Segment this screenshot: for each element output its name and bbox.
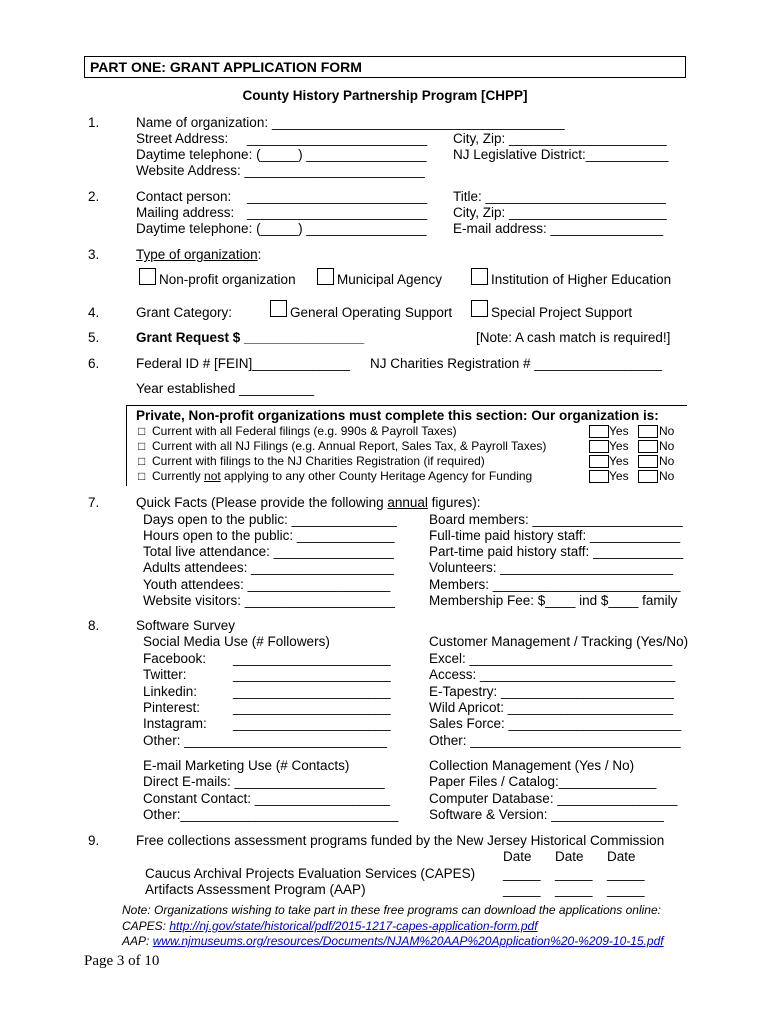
social-other-field[interactable]: Other: ___________________________ — [143, 733, 387, 748]
section-5-number: 5. — [88, 330, 100, 345]
website-address-field[interactable]: Website Address: ________________________ — [136, 163, 425, 178]
no-label: No — [659, 439, 675, 453]
capes-date-1[interactable]: _____ — [503, 866, 541, 881]
other-agency-yes-checkbox[interactable] — [589, 470, 609, 483]
section-4-number: 4. — [88, 305, 100, 320]
download-note: Note: Organizations wishing to take part in these free programs can download the applications online: — [122, 903, 661, 917]
contact-person-field[interactable]: ________________________ — [247, 189, 428, 204]
section-6-number: 6. — [88, 356, 100, 371]
charities-filings-text: Current with filings to the NJ Charities Registration (if required) — [152, 454, 485, 468]
no-label: No — [659, 469, 675, 483]
page-number: Page 3 of 10 — [84, 953, 160, 969]
general-operating-label: General Operating Support — [290, 305, 453, 320]
federal-filings-text: Current with all Federal filings (e.g. 990s & Payroll Taxes) — [152, 424, 457, 438]
pinterest-label: Pinterest: — [143, 700, 201, 715]
hours-open-field[interactable]: Hours open to the public: _____________ — [143, 528, 395, 543]
aap-link-line: AAP: www.njmuseums.org/resources/Documents/NJAM%20AAP%20Application%20-%209-10-15.pdf — [122, 934, 664, 948]
street-label: Street Address: — [136, 131, 229, 146]
section-8-number: 8. — [88, 618, 100, 633]
bullet-icon: □ — [138, 469, 146, 483]
program-title: County History Partnership Program [CHPP] — [242, 88, 528, 103]
bullet-icon: □ — [138, 439, 146, 453]
pinterest-field[interactable]: _____________________ — [233, 700, 391, 715]
non-profit-checkbox[interactable] — [139, 268, 156, 285]
nj-filings-text: Current with all NJ Filings (e.g. Annual Report, Sales Tax, & Payroll Taxes) — [152, 439, 547, 453]
software-survey-title: Software Survey — [136, 618, 236, 633]
contact-city-zip-field[interactable]: City, Zip: _____________________ — [453, 205, 667, 220]
part-title: PART ONE: GRANT APPLICATION FORM — [90, 59, 362, 75]
total-attendance-field[interactable]: Total live attendance: ________________ — [143, 544, 394, 559]
constant-contact-field[interactable]: Constant Contact: __________________ — [143, 791, 390, 806]
cash-match-note: [Note: A cash match is required!] — [476, 330, 671, 345]
city-zip-field[interactable]: City, Zip: _____________________ — [453, 131, 667, 146]
charities-no-checkbox[interactable] — [638, 455, 658, 468]
days-open-field[interactable]: Days open to the public: ______________ — [143, 512, 397, 527]
private-section-heading: Private, Non-profit organizations must complete this section: Our organization is: — [136, 408, 659, 423]
municipal-agency-label: Municipal Agency — [337, 272, 443, 287]
software-version-field[interactable]: Software & Version: _______________ — [429, 807, 664, 822]
bullet-icon: □ — [138, 424, 146, 438]
other-agency-no-checkbox[interactable] — [638, 470, 658, 483]
aap-date-3[interactable]: _____ — [607, 882, 645, 897]
section-2-number: 2. — [88, 189, 100, 204]
no-label: No — [659, 454, 675, 468]
facebook-label: Facebook: — [143, 651, 207, 666]
youth-attendees-field[interactable]: Youth attendees: ___________________ — [143, 577, 391, 592]
other-agency-funding-text: Currently not applying to any other County Heritage Agency for Funding — [152, 469, 533, 483]
nj-legislative-district-field[interactable]: NJ Legislative District:___________ — [453, 147, 669, 162]
fein-field[interactable]: Federal ID # [FEIN]_____________ — [136, 356, 350, 371]
wild-apricot-field[interactable]: Wild Apricot: ______________________ — [429, 700, 673, 715]
full-time-staff-field[interactable]: Full-time paid history staff: ____________ — [429, 528, 681, 543]
municipal-agency-checkbox[interactable] — [317, 268, 334, 285]
paper-files-field[interactable]: Paper Files / Catalog:_____________ — [429, 774, 657, 789]
federal-no-checkbox[interactable] — [638, 425, 658, 438]
mailing-address-field[interactable]: ________________________ — [247, 205, 428, 220]
volunteers-field[interactable]: Volunteers: _______________________ — [429, 560, 673, 575]
nj-yes-checkbox[interactable] — [589, 440, 609, 453]
grant-request-field[interactable]: Grant Request $ ________________ — [136, 330, 365, 345]
bullet-icon: □ — [138, 454, 146, 468]
part-time-staff-field[interactable]: Part-time paid history staff: ____________ — [429, 544, 684, 559]
instagram-field[interactable]: _____________________ — [233, 716, 391, 731]
computer-database-field[interactable]: Computer Database: ________________ — [429, 791, 678, 806]
date-header: Date — [555, 849, 584, 864]
yes-label: Yes — [609, 424, 629, 438]
general-operating-checkbox[interactable] — [270, 300, 287, 317]
section-3-number: 3. — [88, 247, 100, 262]
social-media-title: Social Media Use (# Followers) — [143, 634, 330, 649]
access-field[interactable]: Access: __________________________ — [429, 667, 676, 682]
date-header: Date — [503, 849, 532, 864]
instagram-label: Instagram: — [143, 716, 207, 731]
direct-emails-field[interactable]: Direct E-mails: ____________________ — [143, 774, 385, 789]
section-1-number: 1. — [88, 115, 100, 130]
no-label: No — [659, 424, 675, 438]
aap-date-1[interactable]: _____ — [503, 882, 541, 897]
mailing-address-label: Mailing address: — [136, 205, 235, 220]
aap-date-2[interactable]: _____ — [555, 882, 593, 897]
capes-label: Caucus Archival Projects Evaluation Services (CAPES) — [145, 866, 476, 881]
capes-link-line: CAPES: http://nj.gov/state/historical/pdf/2015-1217-capes-application-form.pdf — [122, 919, 538, 933]
twitter-label: Twitter: — [143, 667, 187, 682]
yes-label: Yes — [609, 439, 629, 453]
members-field[interactable]: Members: _________________________ — [429, 577, 681, 592]
part-one-header — [84, 56, 686, 78]
capes-date-2[interactable]: _____ — [555, 866, 593, 881]
capes-date-3[interactable]: _____ — [607, 866, 645, 881]
collection-management-title: Collection Management (Yes / No) — [429, 758, 635, 773]
quick-facts-intro: Quick Facts (Please provide the following annual figures): — [136, 495, 481, 510]
special-project-checkbox[interactable] — [471, 300, 488, 317]
email-marketing-title: E-mail Marketing Use (# Contacts) — [143, 758, 350, 773]
contact-title-field[interactable]: Title: ________________________ — [453, 189, 666, 204]
special-project-label: Special Project Support — [491, 305, 633, 320]
higher-education-label: Institution of Higher Education — [491, 272, 672, 287]
website-visitors-field[interactable]: Website visitors: ____________________ — [143, 593, 395, 608]
non-profit-label: Non-profit organization — [159, 272, 296, 287]
org-name-field[interactable]: Name of organization: _______________________________________ — [136, 115, 565, 130]
nj-charities-registration-field[interactable]: NJ Charities Registration # _________________ — [370, 356, 662, 371]
adult-attendees-field[interactable]: Adults attendees: ___________________ — [143, 560, 394, 575]
twitter-field[interactable]: _____________________ — [233, 667, 391, 682]
contact-person-label: Contact person: — [136, 189, 232, 204]
charities-yes-checkbox[interactable] — [589, 455, 609, 468]
aap-label: Artifacts Assessment Program (AAP) — [145, 882, 366, 897]
e-tapestry-field[interactable]: E-Tapestry: _______________________ — [429, 684, 674, 699]
aap-link[interactable]: www.njmuseums.org/resources/Documents/NJAM%20AAP%20Application%20-%209-10-15.pdf — [152, 934, 664, 948]
cm-other-field[interactable]: Other: ____________________________ — [429, 733, 681, 748]
contact-daytime-telephone-field[interactable]: Daytime telephone: (_____) ________________ — [136, 221, 427, 236]
section-7-number: 7. — [88, 495, 100, 510]
capes-link[interactable]: http://nj.gov/state/historical/pdf/2015-1217-capes-application-form.pdf — [169, 919, 538, 933]
linkedin-label: Linkedin: — [143, 684, 198, 699]
linkedin-field[interactable]: _____________________ — [233, 684, 391, 699]
excel-field[interactable]: Excel: ___________________________ — [429, 651, 673, 666]
sales-force-field[interactable]: Sales Force: _______________________ — [429, 716, 682, 731]
yes-label: Yes — [609, 469, 629, 483]
yes-label: Yes — [609, 454, 629, 468]
street-address-field[interactable]: ________________________ — [247, 131, 428, 146]
higher-education-checkbox[interactable] — [471, 268, 488, 285]
date-header: Date — [607, 849, 636, 864]
section-9-number: 9. — [88, 833, 100, 848]
daytime-telephone-field[interactable]: Daytime telephone: (_____) ________________ — [136, 147, 427, 162]
membership-fee-field[interactable]: Membership Fee: $____ ind $____ family — [429, 593, 678, 608]
email-address-field[interactable]: E-mail address: _______________ — [453, 221, 664, 236]
org-type-label: Type of organization: — [136, 247, 262, 262]
facebook-field[interactable]: _____________________ — [233, 651, 391, 666]
assessment-programs-title: Free collections assessment programs funded by the New Jersey Historical Commission — [136, 833, 665, 848]
board-members-field[interactable]: Board members: ____________________ — [429, 512, 683, 527]
federal-yes-checkbox[interactable] — [589, 425, 609, 438]
customer-management-title: Customer Management / Tracking (Yes/No) — [429, 634, 689, 649]
year-established-field[interactable]: Year established __________ — [136, 381, 315, 396]
email-other-field[interactable]: Other:_____________________________ — [143, 807, 399, 822]
grant-category-label: Grant Category: — [136, 305, 233, 320]
nj-no-checkbox[interactable] — [638, 440, 658, 453]
